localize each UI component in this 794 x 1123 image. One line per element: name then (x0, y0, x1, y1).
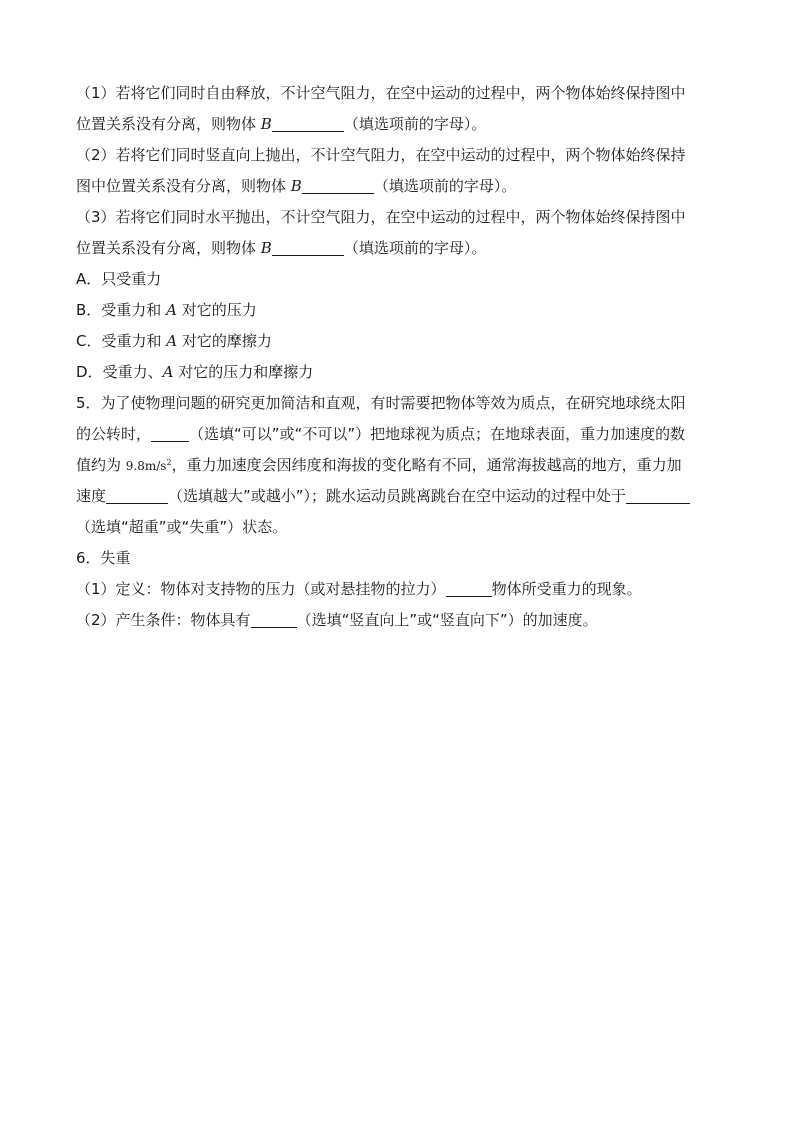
question-text: 为了使物理问题的研究更加简洁和直观，有时需要把物体等效为质点，在研究地球绕太阳 (100, 394, 686, 412)
part-text: 若将它们同时竖直向上抛出，不计空气阻力，在空中运动的过程中，两个物体始终保持 (115, 146, 686, 164)
q6-definition (76, 574, 720, 605)
question-text: （选填越大”或越小”）；跳水运动员跳离跳台在空中运动的过程中处于 (168, 487, 627, 505)
option-a (76, 264, 720, 295)
part-text: 图中位置关系没有分离，则物体 (76, 177, 287, 195)
q5-line4 (76, 481, 720, 512)
option-text: 对它的压力和摩擦力 (178, 363, 314, 381)
question-number: 5． (76, 394, 101, 412)
option-label: A． (76, 270, 102, 288)
q4-part1-line1 (76, 78, 720, 109)
option-label: B． (76, 301, 102, 319)
variable-b: B (260, 115, 272, 133)
part-number: （2） (76, 146, 116, 164)
variable-b: B (290, 177, 302, 195)
option-c (76, 326, 720, 357)
q5-line2 (76, 419, 720, 450)
q4-part3-line2 (76, 233, 720, 264)
option-text: 对它的压力 (181, 301, 257, 319)
question-text: ，重力加速度会因纬度和海拔的变化略有不同，通常海拔越高的地方，重力加 (171, 456, 682, 474)
q4-part2-line2 (76, 171, 720, 202)
option-text: 对它的摩擦力 (181, 332, 272, 350)
question-text: （选填“超重”或“失重”）状态。 (76, 518, 288, 536)
option-text: 受重力和 (101, 301, 162, 319)
q4-part3-line1 (76, 202, 720, 233)
question-text: （选填“可以”或“不可以”）把地球视为质点；在地球表面，重力加速度的数 (189, 425, 686, 443)
gravity-number: 9.8m/s (125, 459, 167, 473)
question-text: 的公转时， (76, 425, 152, 443)
part-text: （填选项前的字母）。 (373, 177, 517, 195)
q6-condition (76, 605, 720, 636)
part-text: （填选项前的字母）。 (343, 239, 487, 257)
option-label: C． (76, 332, 102, 350)
option-text: 只受重力 (101, 270, 162, 288)
question-text: 值约为 (76, 456, 122, 474)
question-text: （选填“竖直向上”或“竖直向下”）的加速度。 (296, 611, 598, 629)
part-text: （填选项前的字母）。 (343, 115, 487, 133)
part-number: （3） (76, 208, 116, 226)
part-text: 位置关系没有分离，则物体 (76, 239, 257, 257)
variable-a: A (166, 301, 177, 319)
part-number: （1） (76, 84, 116, 102)
variable-a: A (162, 363, 174, 381)
question-text: 物体所受重力的现象。 (491, 580, 642, 598)
answer-blank[interactable] (626, 485, 690, 504)
option-d (76, 357, 720, 388)
question-number: 6． (76, 549, 101, 567)
q4-part1-line2 (76, 109, 720, 140)
gravity-value (126, 459, 172, 473)
answer-blank[interactable] (272, 113, 344, 132)
question-text: 产生条件：物体具有 (115, 611, 251, 629)
part-text: 位置关系没有分离，则物体 (76, 115, 257, 133)
option-label: D． (76, 363, 103, 381)
document-content (76, 78, 720, 636)
answer-blank[interactable] (251, 609, 297, 628)
part-text: 若将它们同时水平抛出，不计空气阻力，在空中运动的过程中，两个物体始终保持图中 (115, 208, 686, 226)
part-number: （2） (76, 611, 116, 629)
question-text: 定义：物体对支持物的压力（或对悬挂物的拉力） (115, 580, 446, 598)
answer-blank[interactable] (302, 175, 374, 194)
part-number: （1） (76, 580, 116, 598)
question-text: 速度 (76, 487, 107, 505)
option-text: 受重力和 (101, 332, 162, 350)
q5-line1 (76, 388, 720, 419)
q6-title (76, 543, 720, 574)
q4-part2-line1 (76, 140, 720, 171)
option-text: 受重力、 (102, 363, 163, 381)
option-b (76, 295, 720, 326)
variable-a: A (166, 332, 178, 350)
q5-line5 (76, 512, 720, 543)
answer-blank[interactable] (151, 423, 189, 442)
part-text: 若将它们同时自由释放，不计空气阻力，在空中运动的过程中，两个物体始终保持图中 (115, 84, 686, 102)
answer-blank[interactable] (446, 578, 492, 597)
q5-line3 (76, 450, 720, 481)
variable-b: B (260, 239, 272, 257)
answer-blank[interactable] (272, 237, 344, 256)
answer-blank[interactable] (106, 485, 168, 504)
gravity-exponent: 2 (166, 458, 172, 467)
question-title: 失重 (100, 549, 131, 567)
